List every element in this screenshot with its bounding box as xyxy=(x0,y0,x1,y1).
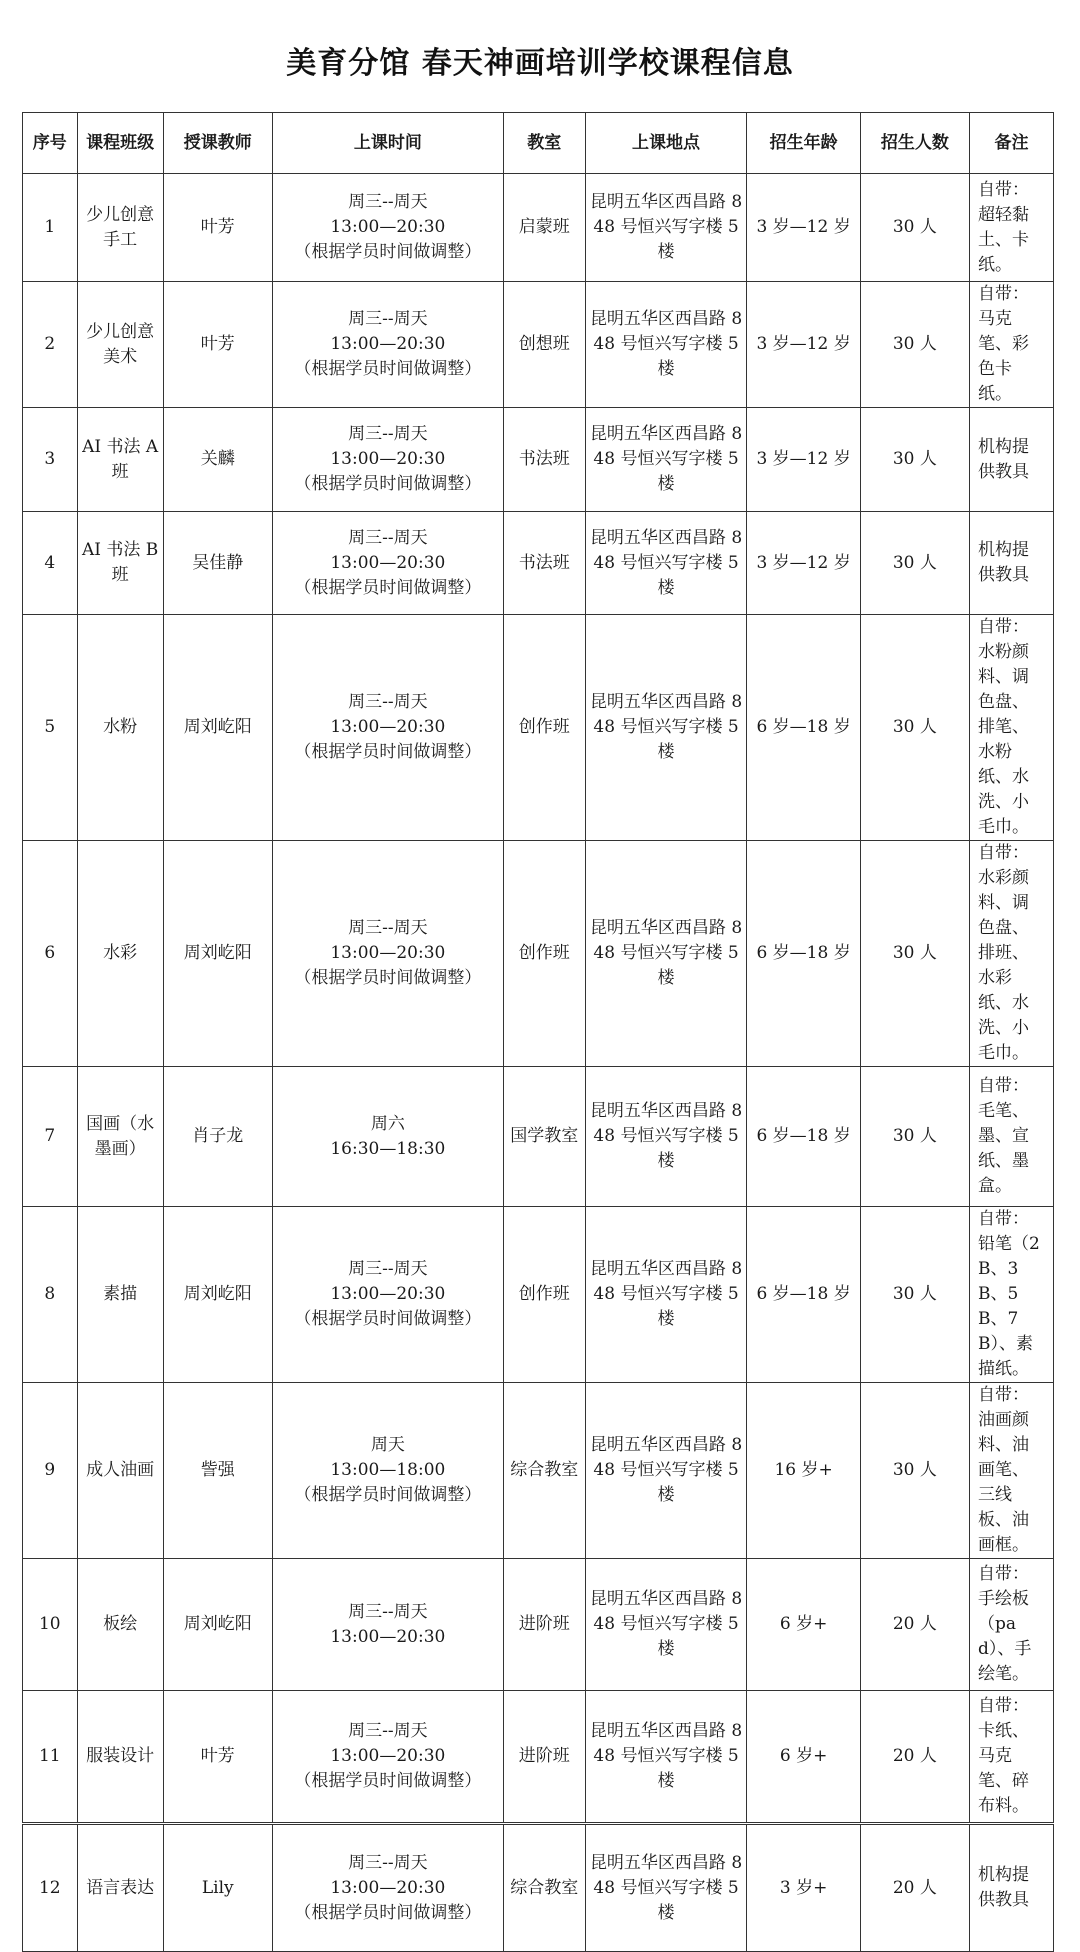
header-place: 上课地点 xyxy=(585,113,747,174)
cell-notes: 自带：马克笔、彩色卡纸。 xyxy=(969,282,1053,408)
cell-room: 创作班 xyxy=(503,841,585,1067)
cell-course: 服装设计 xyxy=(77,1691,163,1824)
cell-course: 少儿创意美术 xyxy=(77,282,163,408)
cell-time: 周三--周天 13:00—20:30 （根据学员时间做调整） xyxy=(272,408,503,512)
cell-time: 周三--周天 13:00—20:30 （根据学员时间做调整） xyxy=(272,174,503,282)
cell-place: 昆明五华区西昌路 848 号恒兴写字楼 5 楼 xyxy=(585,841,747,1067)
page-title: 美育分馆 春天神画培训学校课程信息 xyxy=(286,46,794,81)
cell-notes: 机构提供教具 xyxy=(969,408,1053,512)
table-row xyxy=(23,282,1054,408)
cell-teacher: 叶芳 xyxy=(163,1691,272,1824)
cell-age: 3 岁+ xyxy=(747,1824,860,1952)
cell-place: 昆明五华区西昌路 848 号恒兴写字楼 5 楼 xyxy=(585,174,747,282)
cell-age: 6 岁+ xyxy=(747,1559,860,1691)
cell-notes: 机构提供教具 xyxy=(969,512,1053,615)
cell-time: 周三--周天 13:00—20:30 （根据学员时间做调整） xyxy=(272,1207,503,1383)
cell-no: 2 xyxy=(23,282,78,408)
header-age: 招生年龄 xyxy=(747,113,860,174)
cell-time: 周三--周天 13:00—20:30 （根据学员时间做调整） xyxy=(272,615,503,841)
cell-count: 30 人 xyxy=(860,512,969,615)
cell-no: 4 xyxy=(23,512,78,615)
cell-place: 昆明五华区西昌路 848 号恒兴写字楼 5 楼 xyxy=(585,1207,747,1383)
cell-time: 周三--周天 13:00—20:30 （根据学员时间做调整） xyxy=(272,841,503,1067)
cell-teacher: 关麟 xyxy=(163,408,272,512)
cell-no: 7 xyxy=(23,1067,78,1207)
cell-count: 20 人 xyxy=(860,1824,969,1952)
cell-teacher: 周刘屹阳 xyxy=(163,1207,272,1383)
cell-time: 周三--周天 13:00—20:30 （根据学员时间做调整） xyxy=(272,282,503,408)
cell-course: 素描 xyxy=(77,1207,163,1383)
cell-room: 综合教室 xyxy=(503,1824,585,1952)
cell-teacher: 叶芳 xyxy=(163,174,272,282)
cell-age: 3 岁—12 岁 xyxy=(747,408,860,512)
cell-teacher: 周刘屹阳 xyxy=(163,841,272,1067)
cell-count: 30 人 xyxy=(860,1207,969,1383)
cell-room: 创作班 xyxy=(503,1207,585,1383)
cell-age: 6 岁—18 岁 xyxy=(747,1207,860,1383)
cell-notes: 自带：铅笔（2B、3B、5B、7B）、素描纸。 xyxy=(969,1207,1053,1383)
cell-place: 昆明五华区西昌路 848 号恒兴写字楼 5 楼 xyxy=(585,512,747,615)
cell-teacher: 叶芳 xyxy=(163,282,272,408)
cell-notes: 自带：超轻黏土、卡纸。 xyxy=(969,174,1053,282)
cell-count: 30 人 xyxy=(860,615,969,841)
cell-time: 周三--周天 13:00—20:30 xyxy=(272,1559,503,1691)
table-row xyxy=(23,1207,1054,1383)
cell-course: AI 书法 A 班 xyxy=(77,408,163,512)
cell-notes: 自带：卡纸、马克笔、碎布料。 xyxy=(969,1691,1053,1824)
cell-count: 30 人 xyxy=(860,1067,969,1207)
cell-room: 创作班 xyxy=(503,615,585,841)
cell-room: 综合教室 xyxy=(503,1383,585,1559)
cell-age: 6 岁—18 岁 xyxy=(747,1067,860,1207)
cell-notes: 机构提供教具 xyxy=(969,1824,1053,1952)
cell-place: 昆明五华区西昌路 848 号恒兴写字楼 5 楼 xyxy=(585,1067,747,1207)
cell-age: 6 岁—18 岁 xyxy=(747,841,860,1067)
cell-no: 10 xyxy=(23,1559,78,1691)
table-row xyxy=(23,1691,1054,1824)
table-row xyxy=(23,615,1054,841)
cell-course: 水粉 xyxy=(77,615,163,841)
cell-notes: 自带：毛笔、墨、宣纸、墨盒。 xyxy=(969,1067,1053,1207)
cell-count: 30 人 xyxy=(860,841,969,1067)
cell-no: 11 xyxy=(23,1691,78,1824)
cell-teacher: 肖子龙 xyxy=(163,1067,272,1207)
cell-place: 昆明五华区西昌路 848 号恒兴写字楼 5 楼 xyxy=(585,1691,747,1824)
cell-no: 8 xyxy=(23,1207,78,1383)
cell-notes: 自带：水粉颜料、调色盘、排笔、水粉纸、水洗、小毛巾。 xyxy=(969,615,1053,841)
table-row xyxy=(23,1067,1054,1207)
cell-room: 创想班 xyxy=(503,282,585,408)
cell-no: 9 xyxy=(23,1383,78,1559)
cell-count: 30 人 xyxy=(860,408,969,512)
table-row xyxy=(23,408,1054,512)
cell-place: 昆明五华区西昌路 848 号恒兴写字楼 5 楼 xyxy=(585,615,747,841)
cell-no: 1 xyxy=(23,174,78,282)
cell-place: 昆明五华区西昌路 848 号恒兴写字楼 5 楼 xyxy=(585,1383,747,1559)
cell-time: 周天 13:00—18:00 （根据学员时间做调整） xyxy=(272,1383,503,1559)
cell-room: 书法班 xyxy=(503,408,585,512)
cell-place: 昆明五华区西昌路 848 号恒兴写字楼 5 楼 xyxy=(585,282,747,408)
cell-course: 成人油画 xyxy=(77,1383,163,1559)
cell-notes: 自带：油画颜料、油画笔、三线板、油画框。 xyxy=(969,1383,1053,1559)
cell-course: AI 书法 B 班 xyxy=(77,512,163,615)
cell-age: 16 岁+ xyxy=(747,1383,860,1559)
cell-room: 进阶班 xyxy=(503,1691,585,1824)
cell-room: 国学教室 xyxy=(503,1067,585,1207)
cell-count: 30 人 xyxy=(860,282,969,408)
cell-time: 周三--周天 13:00—20:30 （根据学员时间做调整） xyxy=(272,1824,503,1952)
cell-age: 3 岁—12 岁 xyxy=(747,512,860,615)
cell-room: 进阶班 xyxy=(503,1559,585,1691)
table-row xyxy=(23,512,1054,615)
cell-course: 语言表达 xyxy=(77,1824,163,1952)
header-row xyxy=(23,113,1054,174)
cell-place: 昆明五华区西昌路 848 号恒兴写字楼 5 楼 xyxy=(585,1559,747,1691)
cell-place: 昆明五华区西昌路 848 号恒兴写字楼 5 楼 xyxy=(585,1824,747,1952)
cell-course: 水彩 xyxy=(77,841,163,1067)
table-row xyxy=(23,1383,1054,1559)
header-teacher: 授课教师 xyxy=(163,113,272,174)
table-row xyxy=(23,1824,1054,1952)
header-time: 上课时间 xyxy=(272,113,503,174)
cell-no: 6 xyxy=(23,841,78,1067)
cell-notes: 自带：水彩颜料、调色盘、排班、水彩纸、水洗、小毛巾。 xyxy=(969,841,1053,1067)
cell-age: 6 岁—18 岁 xyxy=(747,615,860,841)
cell-no: 3 xyxy=(23,408,78,512)
header-room: 教室 xyxy=(503,113,585,174)
header-no: 序号 xyxy=(23,113,78,174)
header-course: 课程班级 xyxy=(77,113,163,174)
cell-count: 30 人 xyxy=(860,1383,969,1559)
cell-count: 30 人 xyxy=(860,174,969,282)
cell-no: 12 xyxy=(23,1824,78,1952)
cell-course: 少儿创意手工 xyxy=(77,174,163,282)
cell-teacher: 吴佳静 xyxy=(163,512,272,615)
cell-no: 5 xyxy=(23,615,78,841)
cell-time: 周六 16:30—18:30 xyxy=(272,1067,503,1207)
cell-teacher: 訾强 xyxy=(163,1383,272,1559)
course-table xyxy=(22,112,1054,1952)
header-notes: 备注 xyxy=(969,113,1053,174)
cell-teacher: Lily xyxy=(163,1824,272,1952)
cell-notes: 自带：手绘板（pad）、手绘笔。 xyxy=(969,1559,1053,1691)
cell-teacher: 周刘屹阳 xyxy=(163,1559,272,1691)
header-count: 招生人数 xyxy=(860,113,969,174)
table-row xyxy=(23,841,1054,1067)
cell-count: 20 人 xyxy=(860,1559,969,1691)
cell-age: 6 岁+ xyxy=(747,1691,860,1824)
cell-room: 启蒙班 xyxy=(503,174,585,282)
table-row xyxy=(23,1559,1054,1691)
cell-teacher: 周刘屹阳 xyxy=(163,615,272,841)
cell-time: 周三--周天 13:00—20:30 （根据学员时间做调整） xyxy=(272,1691,503,1824)
table-row xyxy=(23,174,1054,282)
cell-course: 板绘 xyxy=(77,1559,163,1691)
cell-age: 3 岁—12 岁 xyxy=(747,282,860,408)
cell-age: 3 岁—12 岁 xyxy=(747,174,860,282)
cell-count: 20 人 xyxy=(860,1691,969,1824)
cell-room: 书法班 xyxy=(503,512,585,615)
cell-course: 国画（水墨画） xyxy=(77,1067,163,1207)
cell-time: 周三--周天 13:00—20:30 （根据学员时间做调整） xyxy=(272,512,503,615)
cell-place: 昆明五华区西昌路 848 号恒兴写字楼 5 楼 xyxy=(585,408,747,512)
